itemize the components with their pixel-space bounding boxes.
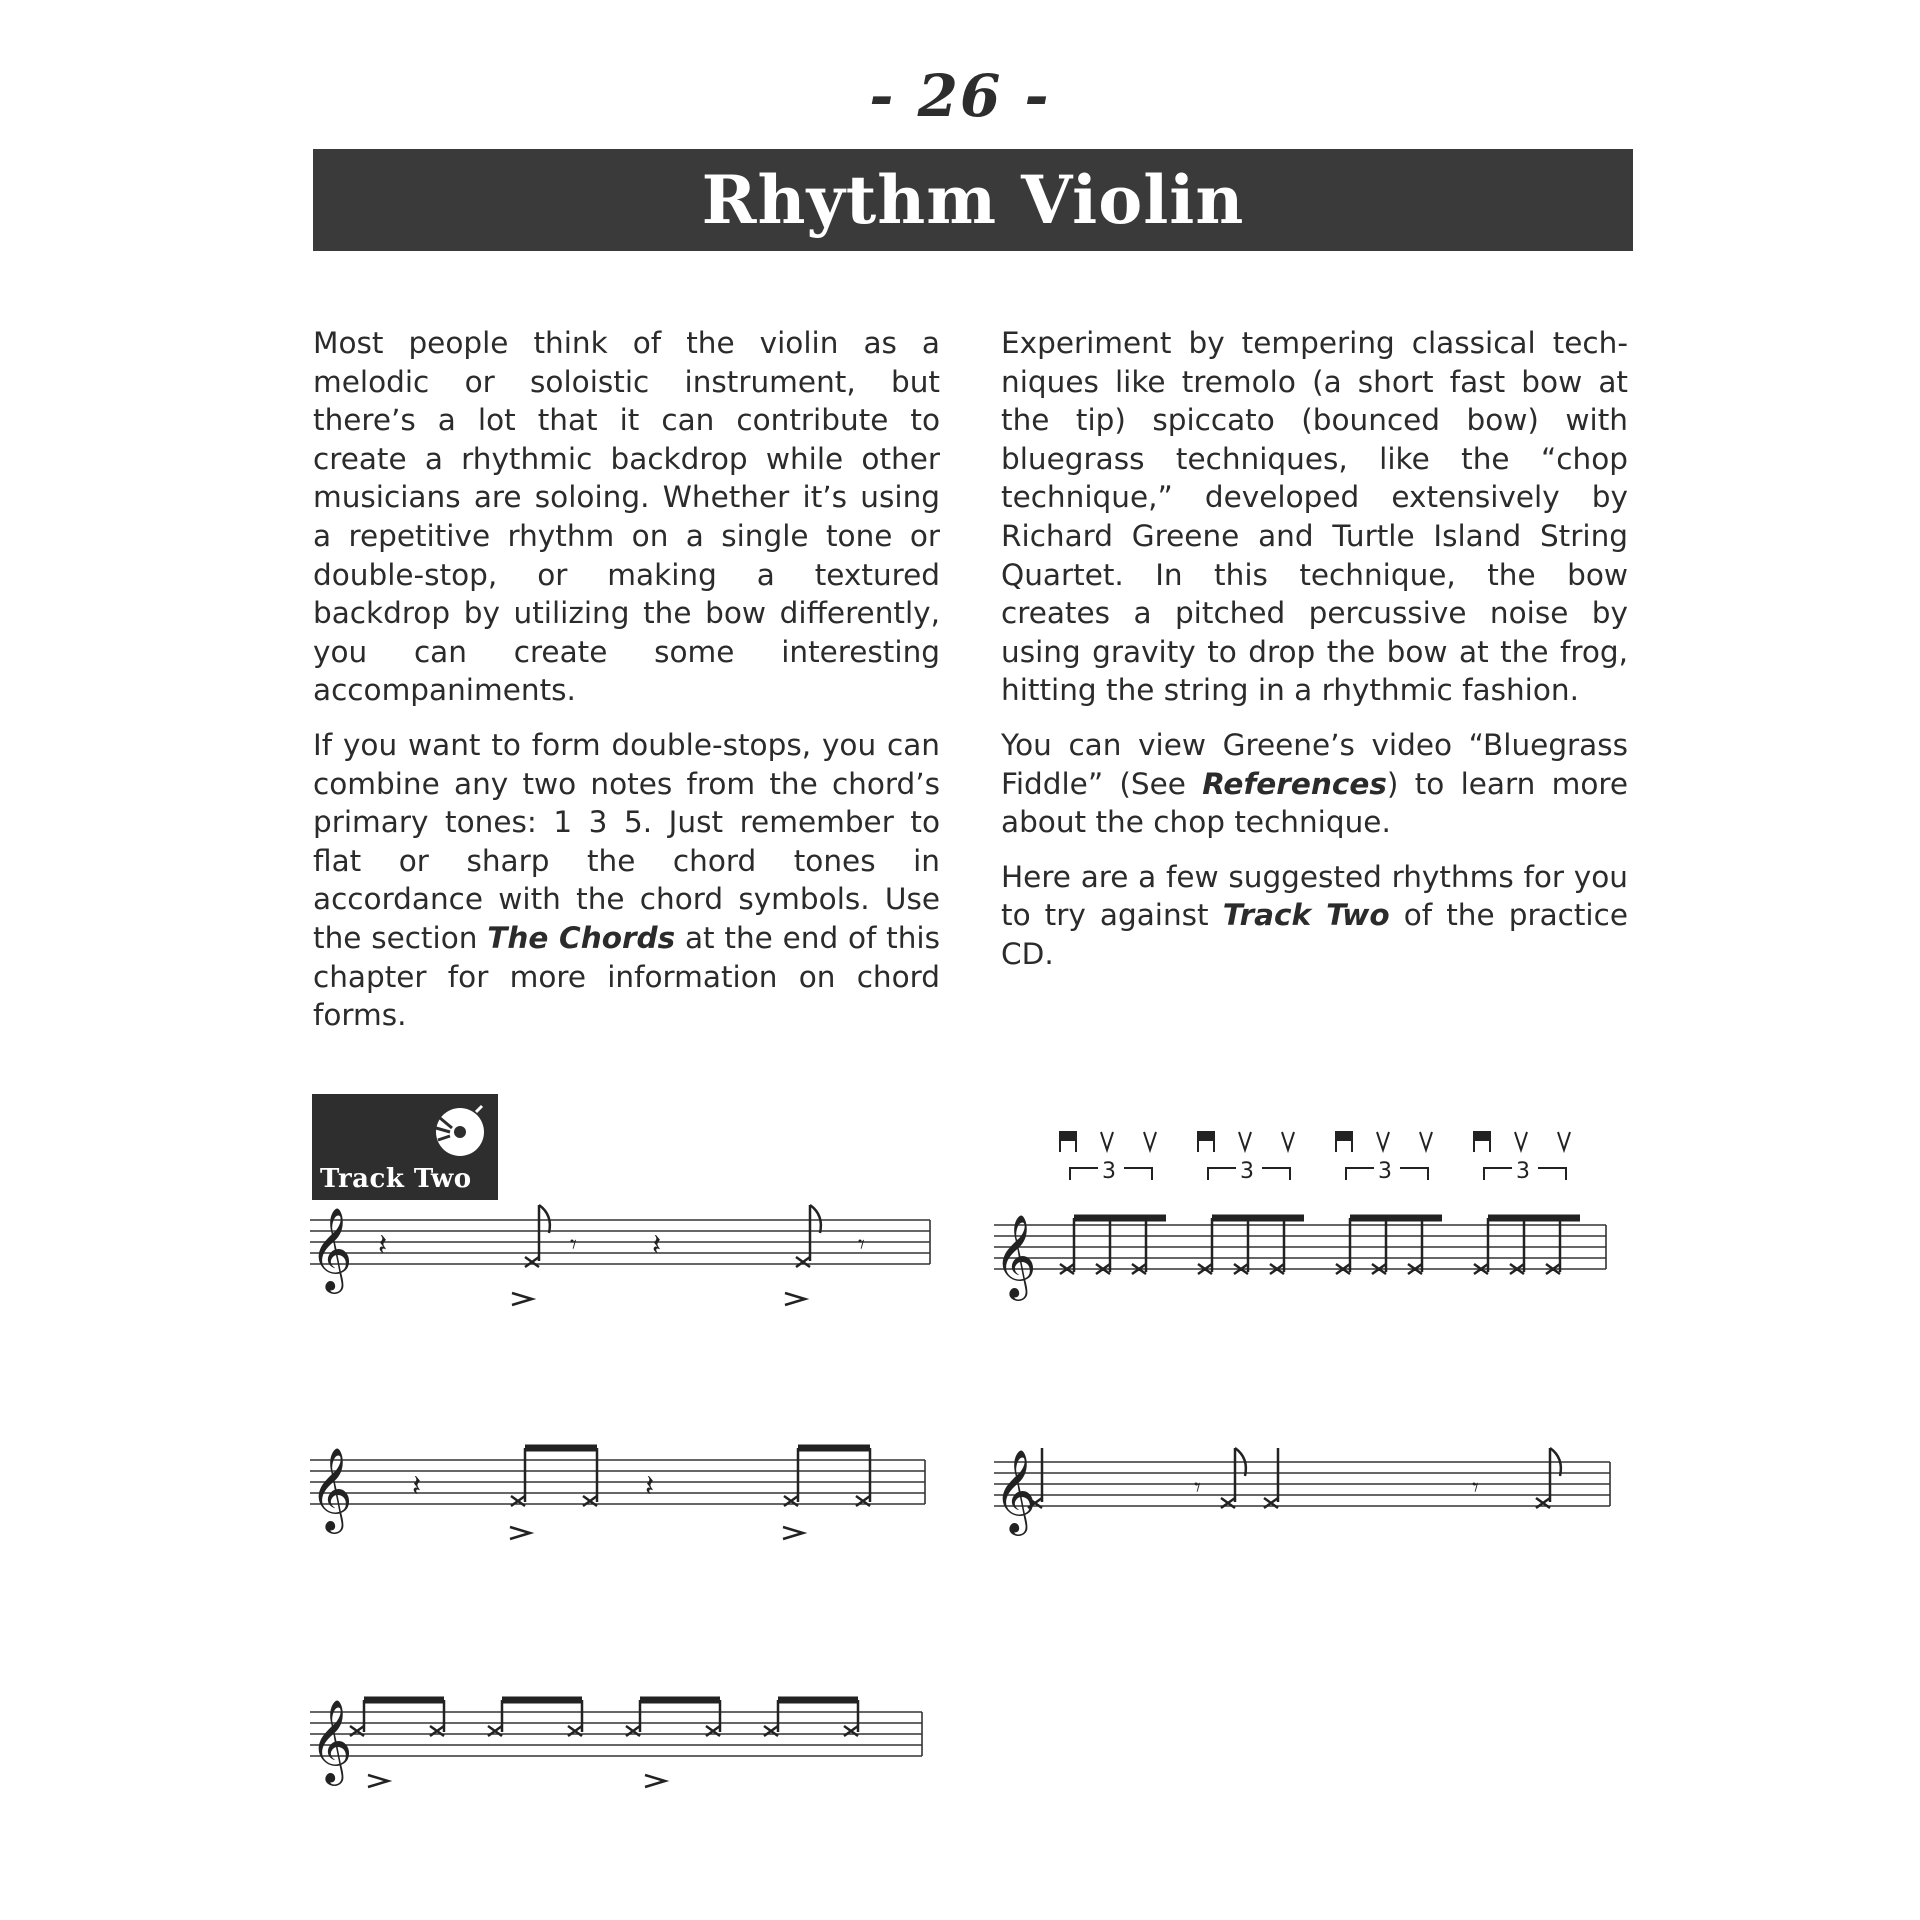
triplet-brackets bbox=[1070, 1168, 1566, 1180]
triplet-number: 3 bbox=[1378, 1159, 1392, 1184]
quarter-rest: 𝄽 bbox=[645, 1469, 655, 1504]
right-paragraph-3 bbox=[1001, 858, 1628, 974]
page-title: Rhythm Violin bbox=[701, 161, 1245, 239]
track-two-reference: Track Two bbox=[1222, 898, 1390, 933]
staff-1 bbox=[310, 1195, 935, 1325]
staff-2 bbox=[994, 1120, 1619, 1330]
bowing-marks bbox=[1060, 1132, 1570, 1152]
eighth-note-pairs bbox=[350, 1700, 858, 1787]
staff-3 bbox=[310, 1420, 935, 1550]
triplet-notes bbox=[1060, 1218, 1580, 1274]
cd-icon bbox=[426, 1104, 488, 1160]
right-paragraph-3-text: Here are a few suggested rhythms for you to try against bbox=[1001, 859, 1628, 933]
left-paragraph-2-text-end: at the end of this chapter for more information on chord forms. bbox=[313, 920, 940, 1033]
left-text-column bbox=[313, 324, 940, 1051]
track-two-label: Track Two bbox=[320, 1164, 472, 1194]
chop-notes bbox=[1028, 1448, 1561, 1508]
left-paragraph-2-text: If you want to form double-stops, you can combine any two notes from the chord’s primary tones: 1 3 5. Just remember to flat or sharp the chord tones in accordance with the chord symbols. Use the section bbox=[313, 727, 940, 955]
page-number: - 26 - bbox=[869, 62, 1051, 130]
eighth-rest: 𝄾 bbox=[570, 1230, 577, 1260]
quarter-rest: 𝄽 bbox=[412, 1469, 422, 1504]
right-text-column bbox=[1001, 324, 1628, 990]
treble-clef: 𝄞 bbox=[994, 1448, 1037, 1532]
right-paragraph-1: Experiment by tempering classical techniques like tremolo (a short fast bow at the tip) spiccato (bounced bow) with bluegrass techniques, like the “chop technique,” developed extensively by Richard Greene and Turtle Island String Quartet. In this technique, the bow creates a pitched percussive noise by using gravity to drop the bow at the frog, hitting the string in a rhythmic fashion. bbox=[1001, 326, 1628, 708]
title-banner bbox=[313, 149, 1633, 251]
svg-text:𝄾: 𝄾 bbox=[1194, 1473, 1201, 1503]
right-paragraph-3-text-end: of the practice CD. bbox=[1001, 898, 1629, 971]
triplet-number: 3 bbox=[1240, 1159, 1254, 1184]
treble-clef: 𝄞 bbox=[310, 1206, 353, 1290]
left-paragraph-1: Most people think of the violin as a melodic or soloistic instrument, but there’s a lot that it can contribute to create a rhythmic backdrop while other musicians are soloing. Whether it’s using a repetitive rhythm on a single tone or double-stop, or making a textured backdrop by utilizing the bow differently, you can create some interesting accompaniments. bbox=[313, 326, 940, 708]
track-two-badge bbox=[312, 1094, 498, 1200]
quarter-rest: 𝄽 bbox=[378, 1228, 388, 1263]
svg-text:𝄾: 𝄾 bbox=[1472, 1473, 1479, 1503]
chords-reference: The Chords bbox=[487, 920, 676, 955]
references-link: References bbox=[1202, 766, 1387, 801]
right-paragraph-2-text: You can view Greene’s video “Bluegrass Fiddle” (See bbox=[1001, 727, 1628, 801]
right-paragraph-2-text-end: ) to learn more about the chop technique. bbox=[1001, 766, 1628, 840]
staff-5 bbox=[310, 1650, 935, 1820]
triplet-number: 3 bbox=[1102, 1159, 1116, 1184]
left-paragraph-2 bbox=[313, 726, 940, 1035]
quarter-rest: 𝄽 bbox=[652, 1228, 662, 1263]
treble-clef: 𝄞 bbox=[994, 1213, 1037, 1297]
treble-clef: 𝄞 bbox=[310, 1446, 353, 1530]
treble-clef: 𝄞 bbox=[310, 1698, 353, 1782]
staff-4 bbox=[994, 1420, 1619, 1550]
right-paragraph-2 bbox=[1001, 726, 1628, 842]
eighth-rest: 𝄾 bbox=[858, 1230, 865, 1260]
triplet-number: 3 bbox=[1516, 1159, 1530, 1184]
